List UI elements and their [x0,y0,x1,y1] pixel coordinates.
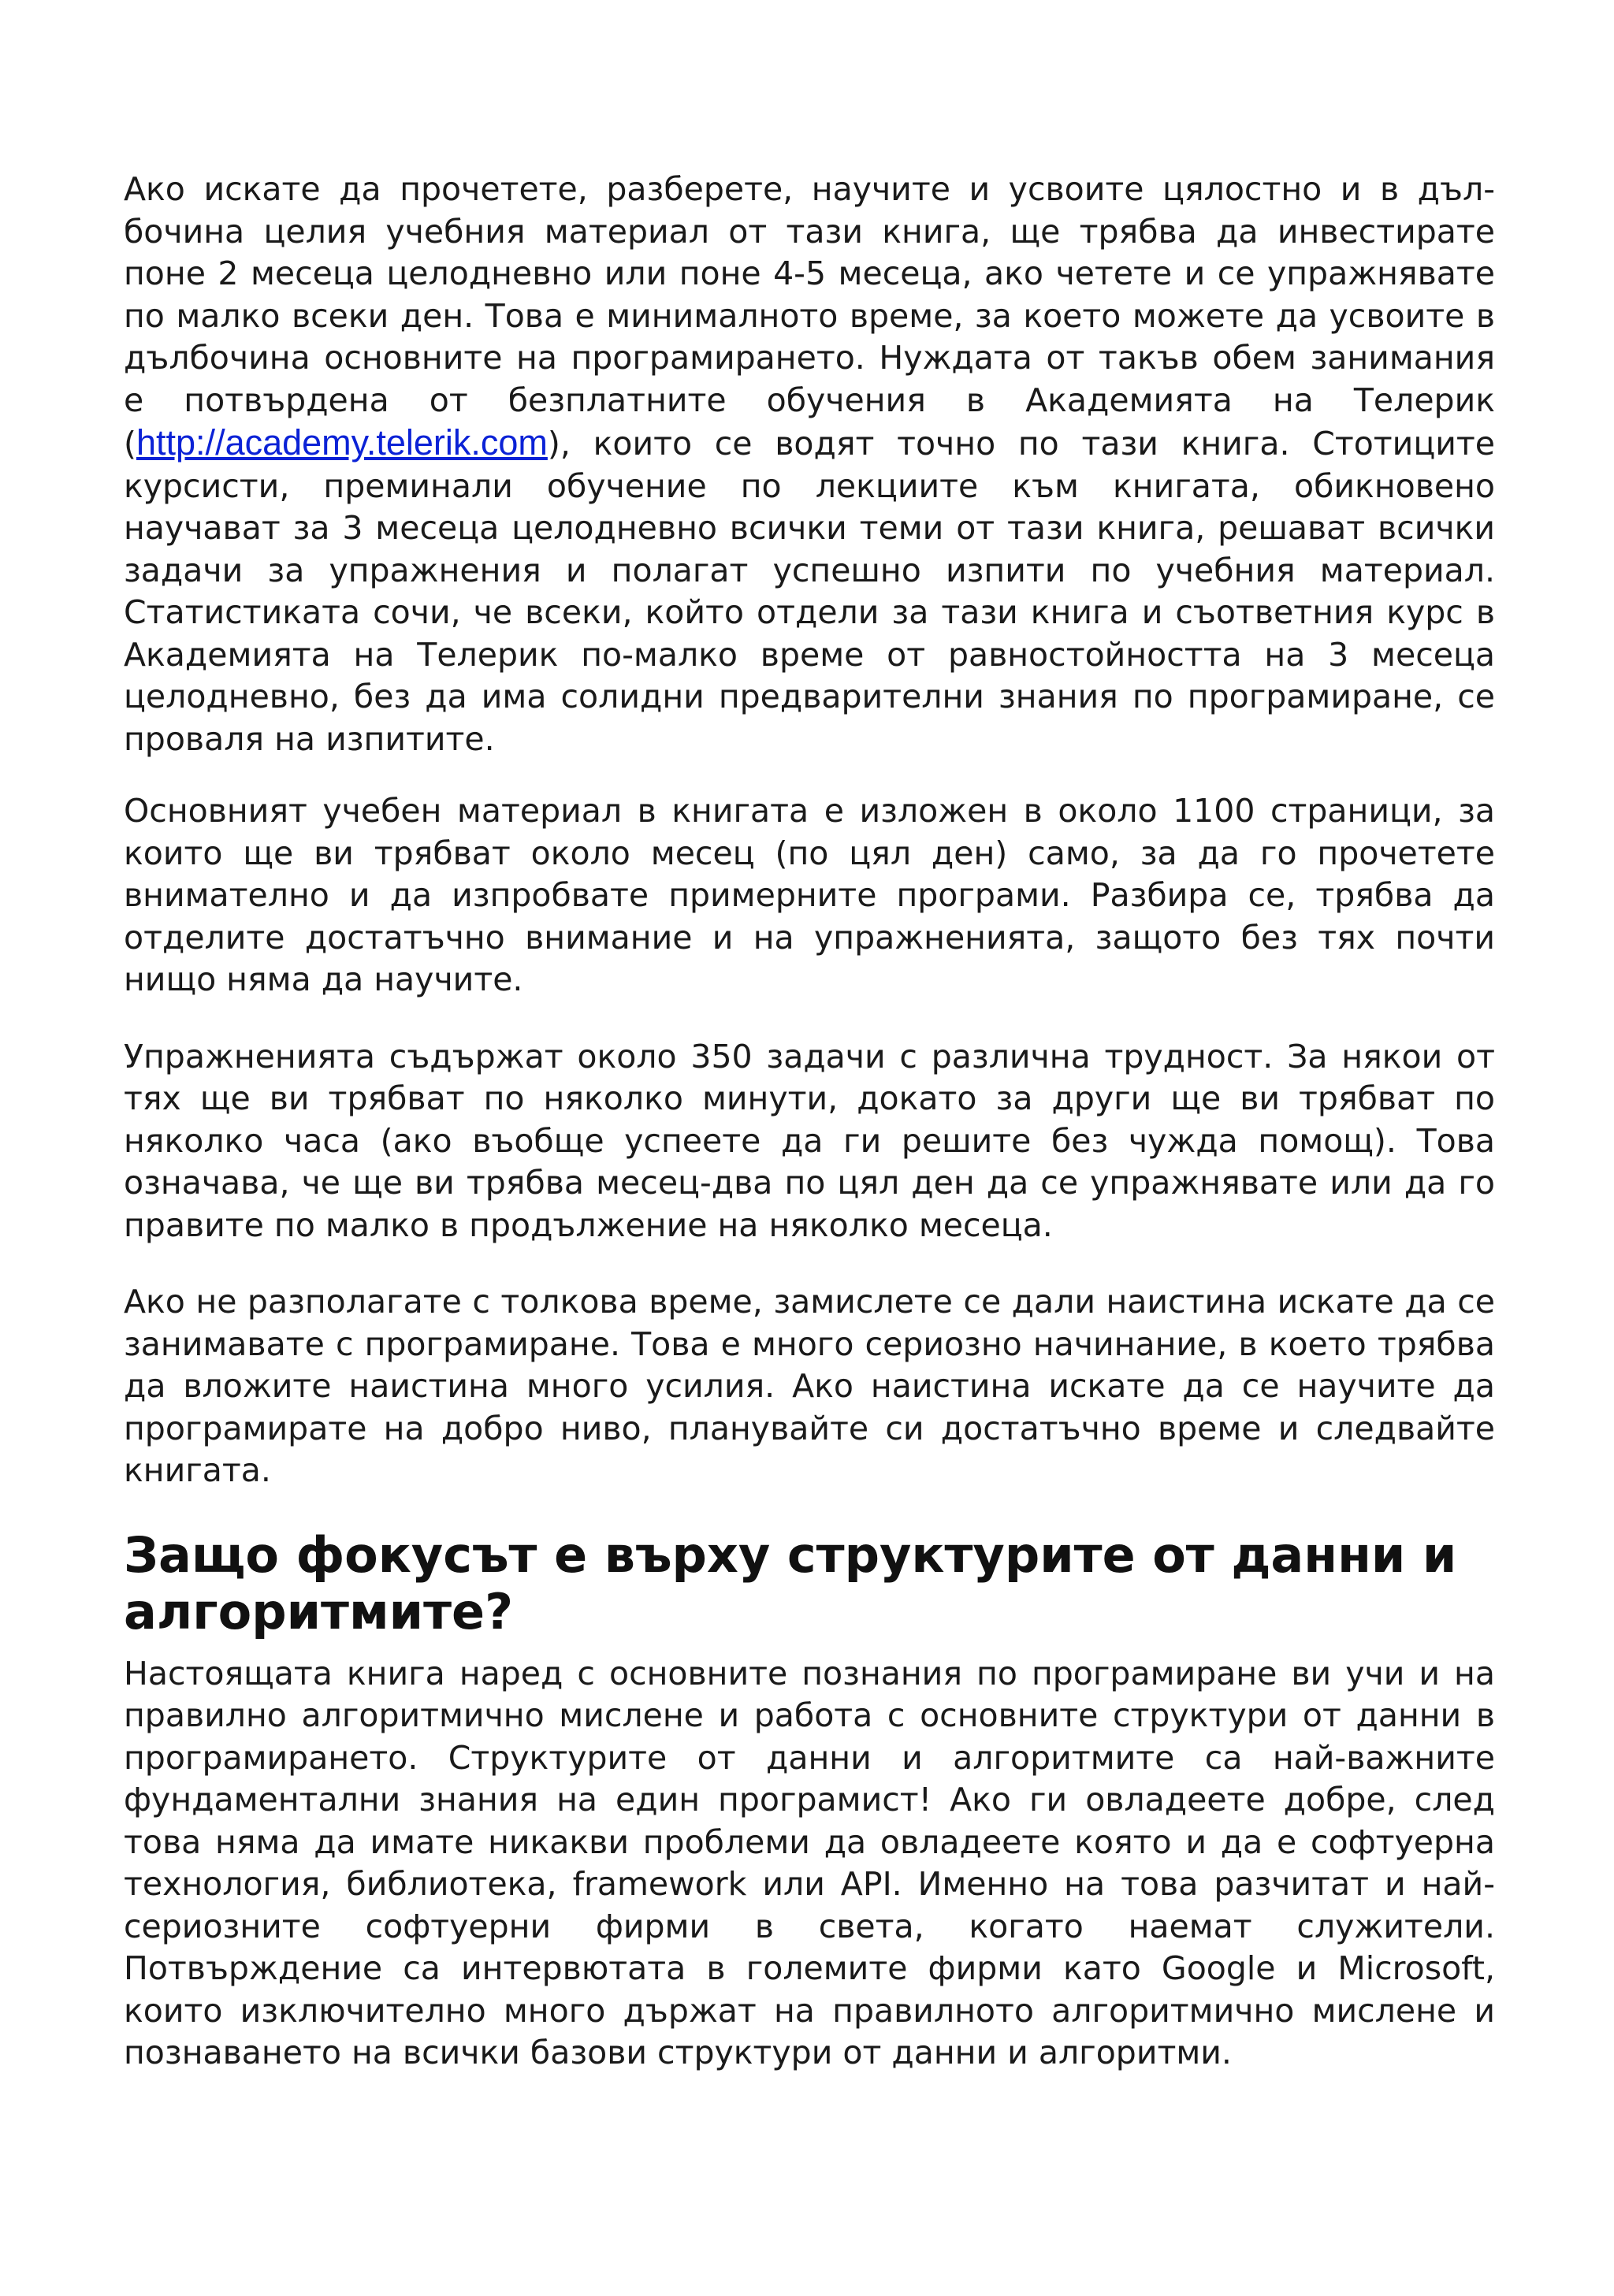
academy-link[interactable]: http://academy.telerik.com [136,422,548,463]
paragraph-study-time [124,169,1495,760]
paragraph-time-advice: Ако не разполагате с толкова време, замислете се дали наистина искате да се занимавате с програмиране. Това е много сериозно начинание, в което трябва да вложите наистина много усилия. Ако наистина искате да се научите да програмирате на добро ниво, планувайте си достатъчно време и следвайте книгата. [124,1283,1495,1489]
paragraph-exercises: Упражненията съдържат около 350 задачи с различна трудност. За някои от тях ще ви трябват по няколко минути, докато за други ще ви трябват по няколко часа (ако въобще успеете да ги решите без чужда помощ). Това означава, че ще ви трябва месец-два по цял ден да се упражнявате или да го правите по малко в продължение на няколко месеца. [124,1037,1495,1244]
document-page [124,169,1495,2109]
paragraph-material-volume: Основният учебен материал в книгата е изложен в около 1100 страници, за които ще ви трябват около месец (по цял ден) само, за да го прочетете внимателно и да изпробвате примерните програми. Разбира се, трябва да отделите достатъчно внимание и на упражненията, защото без тях почти нищо няма да научите. [124,792,1495,998]
paragraph-data-structures: Настоящата книга наред с основните познания по програмиране ви учи и на правилно алгоритмично мислене и работа с основните структури от данни в програмирането. Структурите от данни и алгоритмите са най-важните фундаментални знания на един програмист! Ако ги овладеете добре, след това няма да имате никакви проблеми да овладеете която и да е софтуерна технология, библиотека, framework или API. Именно на това разчитат и най-сериозните софтуерни фирми в света, когато наемат служители. Потвърждение са интервютата в големите фирми като Google и Microsoft, които изключително много държат на правилното алгоритмично мислене и познаването на всички базови структури от данни и алгоритми. [124,1654,1495,2071]
paragraph-text: ), които се водят точно по тази книга. Стотиците курсисти, преминали обучение по лекциите към книгата, обикновено научават за 3 месеца целодневно всички теми от тази книга, решават всички задачи за упражнения и полагат успешно изпити по учебния материал. Статистиката сочи, че всеки, който отдели за тази книга и съответния курс в Академията на Телерик по-малко време от равностойността на 3 месеца целодневно, без да има солидни предварителни знания по програмиране, се проваля на изпитите. [124,425,1495,758]
paragraph-text: Ако искате да прочетете, разберете, научите и усвоите цялостно и в дълбочина целия учебния материал от тази книга, ще трябва да инвестирате поне 2 месеца целодневно или поне 4-5 месеца, ако четете и се упражнявате по малко всеки ден. Това е минималното време, за което можете да усвоите в дълбочина основните на програмирането. Нуждата от такъв обем занимания е потвърдена от безплатните обучения в Академията на Телерик ( [124,170,1495,463]
section-heading: Защо фокусът е върху структурите от данни и алгоритмите? [124,1525,1457,1640]
